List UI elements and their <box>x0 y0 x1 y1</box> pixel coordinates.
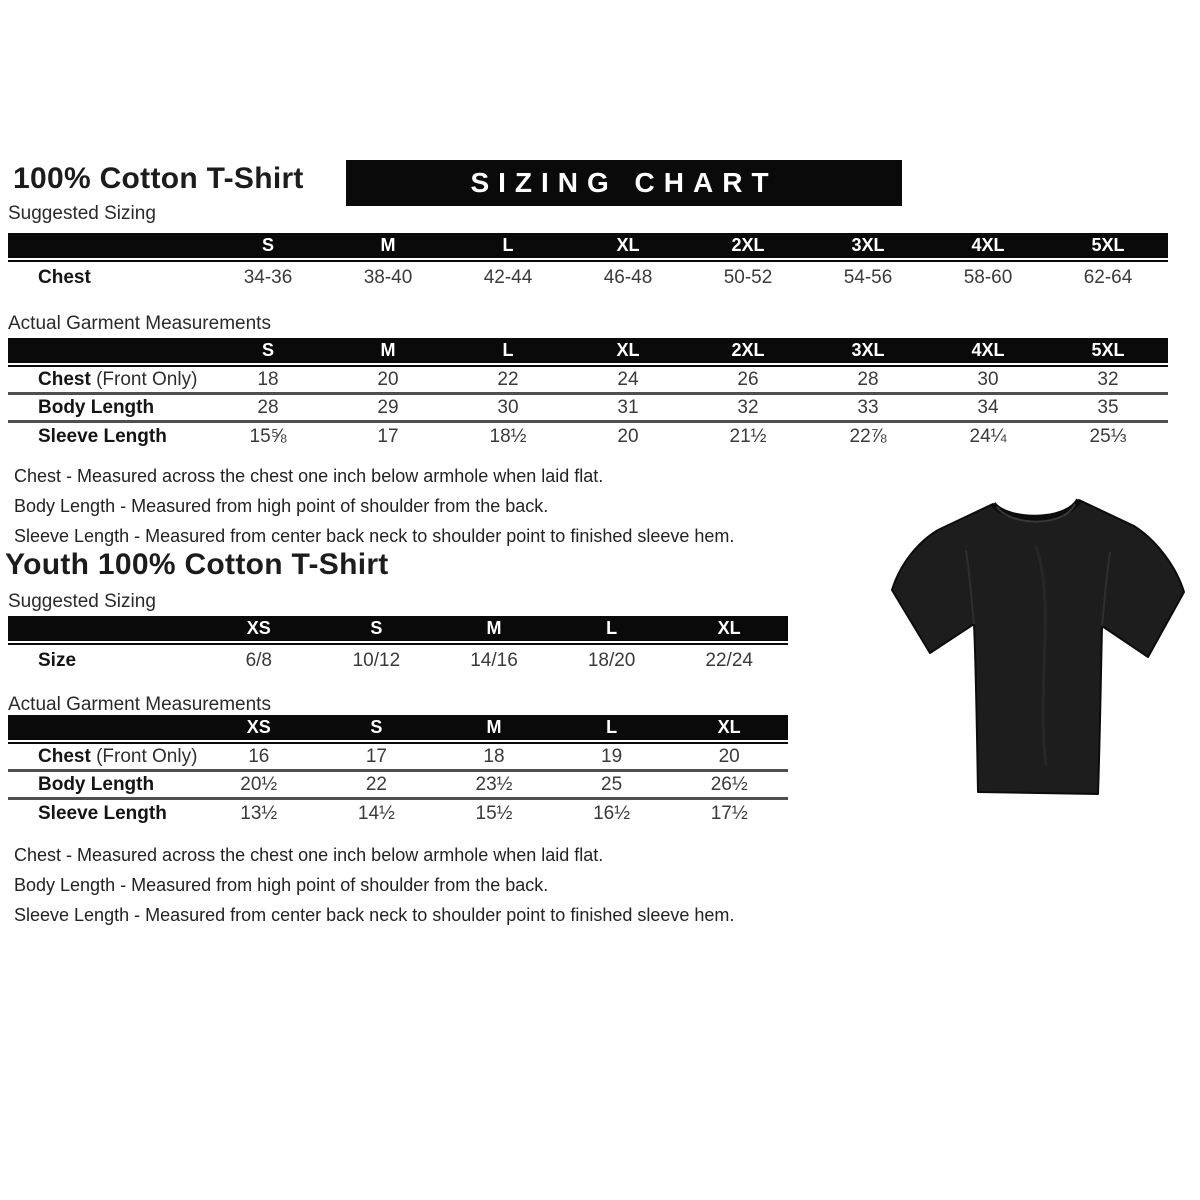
cell-value: 33 <box>857 396 879 418</box>
note-body-length: Body Length - Measured from high point of shoulder from the back. <box>14 496 549 516</box>
cell-value: 10/12 <box>352 650 401 671</box>
cell-value: 18/20 <box>587 650 636 671</box>
cell-value: 15½ <box>475 803 513 824</box>
row-label: Sleeve Length <box>38 803 167 824</box>
column-header: M <box>486 717 502 737</box>
cell-value: 32 <box>1097 368 1119 390</box>
cell-value: 15⅝ <box>249 426 287 447</box>
column-header: XL <box>616 235 640 255</box>
cell-value: 20 <box>377 368 399 390</box>
youth-actual-table <box>8 715 788 828</box>
cell-value: 50-52 <box>723 267 773 288</box>
table-header-row <box>8 616 788 641</box>
youth-measurement-notes <box>14 840 734 930</box>
row-label: Size <box>38 650 77 671</box>
cell-value: 34-36 <box>243 267 293 288</box>
cell-value: 25 <box>601 773 623 795</box>
table-row <box>8 367 1168 395</box>
cell-value: 38-40 <box>363 267 413 288</box>
column-header: 3XL <box>851 340 885 360</box>
cell-value: 34 <box>977 396 999 418</box>
row-label: Body Length <box>38 773 155 795</box>
note-chest: Chest - Measured across the chest one inch below armhole when laid flat. <box>14 466 604 486</box>
table-row <box>8 800 788 828</box>
note-body-length: Body Length - Measured from high point of shoulder from the back. <box>14 875 549 895</box>
cell-value: 54-56 <box>843 267 893 288</box>
column-header: S <box>261 340 274 360</box>
table-header-row <box>8 338 1168 363</box>
cell-value: 28 <box>257 396 279 418</box>
table-row <box>8 395 1168 423</box>
cell-value: 17 <box>377 426 399 447</box>
youth-section-title: Youth 100% Cotton T-Shirt <box>5 548 389 581</box>
column-header: XL <box>717 717 741 737</box>
cell-value: 14/16 <box>470 650 518 671</box>
row-label: Chest (Front Only) <box>38 745 198 767</box>
sizing-chart-banner: SIZING CHART <box>346 160 902 206</box>
adult-actual-table <box>8 338 1168 451</box>
cell-value: 13½ <box>240 803 278 824</box>
cell-value: 25⅓ <box>1089 426 1127 447</box>
cell-value: 35 <box>1097 396 1119 418</box>
column-header: 5XL <box>1091 340 1125 360</box>
column-header: 2XL <box>731 340 765 360</box>
adult-section-title: 100% Cotton T-Shirt <box>13 162 304 195</box>
adult-actual-heading: Actual Garment Measurements <box>8 313 271 334</box>
note-sleeve-length: Sleeve Length - Measured from center back neck to shoulder point to finished sleeve hem. <box>14 905 735 925</box>
column-header: L <box>606 618 618 638</box>
cell-value: 28 <box>857 368 879 390</box>
cell-value: 42-44 <box>483 267 533 288</box>
cell-value: 31 <box>617 396 639 418</box>
cell-value: 16 <box>248 745 270 767</box>
cell-value: 17½ <box>710 803 748 824</box>
column-header: S <box>370 618 383 638</box>
cell-value: 20 <box>617 426 639 447</box>
column-header: 5XL <box>1091 235 1125 255</box>
cell-value: 24 <box>617 368 639 390</box>
cell-value: 18 <box>483 745 505 767</box>
cell-value: 23½ <box>475 773 513 795</box>
cell-value: 30 <box>497 396 519 418</box>
cell-value: 14½ <box>357 803 395 824</box>
table-row <box>8 772 788 800</box>
black-tshirt-icon <box>886 486 1190 810</box>
column-header: M <box>380 235 396 255</box>
cell-value: 18 <box>257 368 279 390</box>
cell-value: 19 <box>601 745 623 767</box>
tshirt-image <box>886 486 1190 810</box>
row-label: Chest <box>38 267 91 288</box>
cell-value: 58-60 <box>963 267 1013 288</box>
cell-value: 26½ <box>710 773 748 795</box>
column-header: 2XL <box>731 235 765 255</box>
cell-value: 18½ <box>489 426 527 447</box>
cell-value: 22/24 <box>705 650 753 671</box>
column-header: M <box>486 618 502 638</box>
table-header-row <box>8 233 1168 258</box>
cell-value: 32 <box>737 396 759 418</box>
cell-value: 29 <box>377 396 399 418</box>
youth-actual-heading: Actual Garment Measurements <box>8 694 271 715</box>
cell-value: 20 <box>718 745 740 767</box>
column-header: L <box>502 340 514 360</box>
column-header: XS <box>246 618 271 638</box>
note-sleeve-length: Sleeve Length - Measured from center back neck to shoulder point to finished sleeve hem. <box>14 526 735 546</box>
cell-value: 20½ <box>240 773 278 795</box>
table-row <box>8 423 1168 451</box>
column-header: XS <box>246 717 271 737</box>
cell-value: 46-48 <box>603 267 653 288</box>
table-row <box>8 744 788 772</box>
table-header-row <box>8 715 788 740</box>
column-header: M <box>380 340 396 360</box>
row-label: Sleeve Length <box>38 426 167 447</box>
cell-value: 22 <box>497 368 519 390</box>
cell-value: 6/8 <box>245 650 272 671</box>
table-row <box>8 645 788 677</box>
cell-value: 22⅞ <box>849 426 887 447</box>
row-label: Chest (Front Only) <box>38 368 198 390</box>
youth-suggested-heading: Suggested Sizing <box>8 591 156 612</box>
adult-suggested-heading: Suggested Sizing <box>8 203 156 224</box>
cell-value: 21½ <box>729 426 767 447</box>
column-header: S <box>261 235 274 255</box>
youth-suggested-table <box>8 616 788 677</box>
column-header: L <box>502 235 514 255</box>
column-header: XL <box>717 618 741 638</box>
cell-value: 30 <box>977 368 999 390</box>
column-header: 4XL <box>971 340 1005 360</box>
cell-value: 24¼ <box>969 426 1007 447</box>
cell-value: 62-64 <box>1083 267 1133 288</box>
cell-value: 22 <box>365 773 387 795</box>
table-row <box>8 262 1168 294</box>
adult-measurement-notes <box>14 461 734 551</box>
cell-value: 17 <box>365 745 387 767</box>
adult-suggested-table <box>8 233 1168 294</box>
note-chest: Chest - Measured across the chest one inch below armhole when laid flat. <box>14 845 604 865</box>
column-header: 4XL <box>971 235 1005 255</box>
cell-value: 16½ <box>593 803 631 824</box>
column-header: 3XL <box>851 235 885 255</box>
column-header: S <box>370 717 383 737</box>
column-header: L <box>606 717 618 737</box>
row-label: Body Length <box>38 396 155 418</box>
column-header: XL <box>616 340 640 360</box>
cell-value: 26 <box>737 368 759 390</box>
